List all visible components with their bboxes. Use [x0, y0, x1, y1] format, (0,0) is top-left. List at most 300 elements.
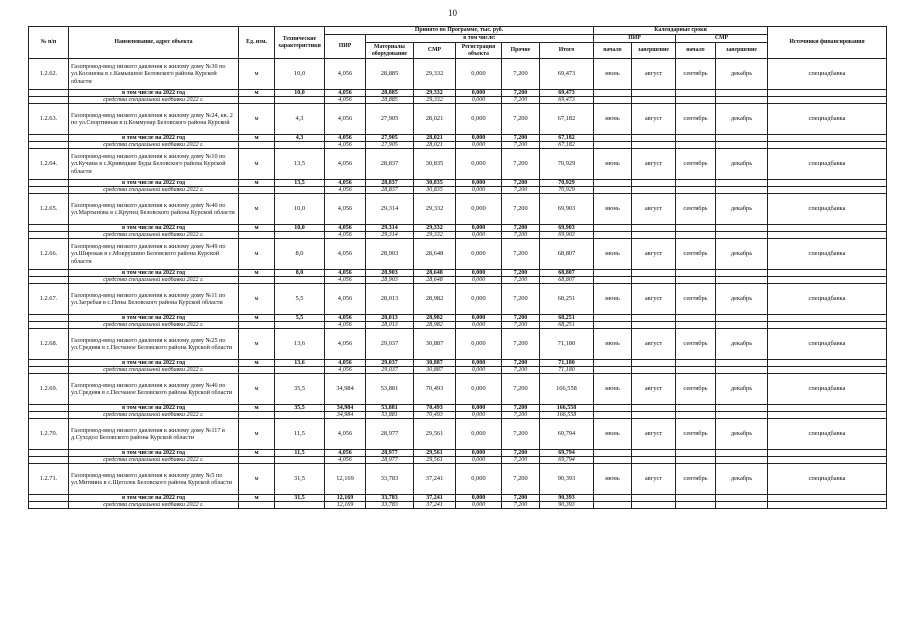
subtotal-materials: 33,783	[366, 495, 414, 502]
allowance-materials: 27,905	[366, 142, 414, 149]
subtotal-pir: 12,169	[325, 495, 366, 502]
pir-end-cell: август	[632, 194, 676, 225]
subtotal-row-2022	[29, 90, 887, 97]
empty-cell	[716, 277, 768, 284]
header-num: № п/п	[29, 27, 69, 59]
header-smr: СМР	[414, 43, 456, 59]
pir-cell: 4,056	[325, 239, 366, 270]
subtotal-label: в том числе на 2022 год	[69, 450, 239, 457]
subtotal-unit: м	[239, 315, 275, 322]
pir-cell: 4,056	[325, 329, 366, 360]
empty-cell	[676, 277, 716, 284]
subtotal-total: 68,807	[540, 270, 594, 277]
object-name: Газопровод-ввод низкого давления к жилому дому №46 по ул.Средняя в с.Песчаное Беловского района Курской области	[69, 374, 239, 405]
subtotal-pir: 4,056	[325, 90, 366, 97]
total-cell: 68,251	[540, 284, 594, 315]
allowance-other: 7,200	[502, 97, 540, 104]
pir-cell: 4,056	[325, 419, 366, 450]
registration-cell: 0,000	[456, 329, 502, 360]
row-number: 1.2.70.	[29, 419, 69, 450]
subtotal-other: 7,200	[502, 360, 540, 367]
empty-cell	[275, 412, 325, 419]
subtotal-smr: 29,332	[414, 225, 456, 232]
total-cell: 71,180	[540, 329, 594, 360]
pir-start-cell: июнь	[594, 419, 632, 450]
empty-cell	[594, 180, 632, 187]
subtotal-label: в том числе на 2022 год	[69, 135, 239, 142]
empty-cell	[594, 315, 632, 322]
other-cell: 7,200	[502, 464, 540, 495]
smr-end-cell: декабрь	[716, 194, 768, 225]
subtotal-registration: 0,000	[456, 495, 502, 502]
empty-cell	[676, 405, 716, 412]
row-number: 1.2.64.	[29, 149, 69, 180]
pir-end-cell: август	[632, 284, 676, 315]
pir-start-cell: июнь	[594, 104, 632, 135]
empty-cell	[768, 270, 887, 277]
allowance-registration: 0,000	[456, 502, 502, 509]
empty-cell	[594, 135, 632, 142]
empty-cell	[29, 457, 69, 464]
empty-cell	[29, 412, 69, 419]
allowance-total: 71,180	[540, 367, 594, 374]
empty-cell	[716, 225, 768, 232]
empty-cell	[275, 367, 325, 374]
empty-cell	[676, 187, 716, 194]
special-allowance-row	[29, 142, 887, 149]
empty-cell	[632, 412, 676, 419]
empty-cell	[29, 135, 69, 142]
empty-cell	[632, 405, 676, 412]
empty-cell	[594, 187, 632, 194]
pir-cell: 4,056	[325, 284, 366, 315]
row-number: 1.2.62.	[29, 59, 69, 90]
tech-cell: 13,5	[275, 149, 325, 180]
empty-cell	[716, 180, 768, 187]
allowance-smr: 30,887	[414, 367, 456, 374]
subtotal-smr: 28,021	[414, 135, 456, 142]
subtotal-unit: м	[239, 360, 275, 367]
empty-cell	[768, 367, 887, 374]
header-registration: Регистрация объекта	[456, 43, 502, 59]
empty-cell	[594, 232, 632, 239]
subtotal-total: 69,903	[540, 225, 594, 232]
subtotal-unit: м	[239, 405, 275, 412]
subtotal-label: в том числе на 2022 год	[69, 405, 239, 412]
empty-cell	[716, 315, 768, 322]
empty-cell	[716, 135, 768, 142]
empty-cell	[716, 97, 768, 104]
other-cell: 7,200	[502, 59, 540, 90]
unit-cell: м	[239, 419, 275, 450]
smr-cell: 29,332	[414, 194, 456, 225]
subtotal-registration: 0,000	[456, 135, 502, 142]
total-cell: 166,558	[540, 374, 594, 405]
row-number: 1.2.63.	[29, 104, 69, 135]
header-smr-start: начало	[676, 43, 716, 59]
funding-cell: спецнадбавка	[768, 284, 887, 315]
subtotal-tech: 31,5	[275, 495, 325, 502]
subtotal-pir: 4,056	[325, 450, 366, 457]
smr-end-cell: декабрь	[716, 464, 768, 495]
empty-cell	[632, 270, 676, 277]
empty-cell	[676, 315, 716, 322]
special-allowance-label: средства специальной надбавки 2022 г.	[69, 187, 239, 194]
subtotal-label: в том числе на 2022 год	[69, 90, 239, 97]
header-calendar: Календарные сроки	[594, 27, 768, 35]
allowance-registration: 0,000	[456, 457, 502, 464]
empty-cell	[676, 495, 716, 502]
empty-cell	[632, 97, 676, 104]
allowance-other: 7,200	[502, 187, 540, 194]
subtotal-materials: 28,885	[366, 90, 414, 97]
smr-cell: 28,982	[414, 284, 456, 315]
empty-cell	[676, 135, 716, 142]
object-name: Газопровод-ввод низкого давления к жилому дому №5 по ул.Митяина в с.Щеголек Беловского района Курской области	[69, 464, 239, 495]
subtotal-registration: 0,000	[456, 315, 502, 322]
total-cell: 69,473	[540, 59, 594, 90]
empty-cell	[29, 90, 69, 97]
tech-cell: 13,6	[275, 329, 325, 360]
special-allowance-row	[29, 502, 887, 509]
object-name: Газопровод-ввод низкого давления к жилому дому №117 в д.Суходол Беловского района Курской области	[69, 419, 239, 450]
funding-cell: спецнадбавка	[768, 59, 887, 90]
empty-cell	[275, 277, 325, 284]
table-row	[29, 149, 887, 180]
subtotal-registration: 0,000	[456, 225, 502, 232]
allowance-materials: 33,783	[366, 502, 414, 509]
subtotal-total: 70,929	[540, 180, 594, 187]
header-pir: ПИР	[325, 35, 366, 59]
header-total: Итого	[540, 43, 594, 59]
special-allowance-label: средства специальной надбавки 2022 г.	[69, 277, 239, 284]
empty-cell	[29, 405, 69, 412]
subtotal-smr: 37,241	[414, 495, 456, 502]
smr-start-cell: сентябрь	[676, 59, 716, 90]
header-including: в том числе:	[366, 35, 594, 43]
empty-cell	[768, 277, 887, 284]
funding-cell: спецнадбавка	[768, 374, 887, 405]
total-cell: 67,182	[540, 104, 594, 135]
materials-cell: 28,903	[366, 239, 414, 270]
empty-cell	[716, 322, 768, 329]
allowance-materials: 28,977	[366, 457, 414, 464]
empty-cell	[768, 232, 887, 239]
empty-cell	[716, 367, 768, 374]
empty-cell	[29, 360, 69, 367]
pir-start-cell: июнь	[594, 194, 632, 225]
allowance-pir: 12,169	[325, 502, 366, 509]
subtotal-pir: 4,056	[325, 315, 366, 322]
empty-cell	[716, 232, 768, 239]
subtotal-materials: 28,977	[366, 450, 414, 457]
pir-end-cell: август	[632, 104, 676, 135]
pir-start-cell: июнь	[594, 329, 632, 360]
registration-cell: 0,000	[456, 149, 502, 180]
empty-cell	[29, 232, 69, 239]
allowance-smr: 30,835	[414, 187, 456, 194]
header-cal-pir: ПИР	[594, 35, 676, 43]
subtotal-registration: 0,000	[456, 405, 502, 412]
subtotal-smr: 70,493	[414, 405, 456, 412]
special-allowance-row	[29, 187, 887, 194]
allowance-registration: 0,000	[456, 97, 502, 104]
special-allowance-label: средства специальной надбавки 2022 г.	[69, 232, 239, 239]
funding-cell: спецнадбавка	[768, 464, 887, 495]
empty-cell	[768, 90, 887, 97]
allowance-registration: 0,000	[456, 142, 502, 149]
subtotal-smr: 30,887	[414, 360, 456, 367]
row-number: 1.2.65.	[29, 194, 69, 225]
tech-cell: 10,0	[275, 59, 325, 90]
empty-cell	[676, 457, 716, 464]
object-name: Газопровод-ввод низкого давления к жилому дому №25 по ул.Средняя в с.Песчаное Беловского района Курской области	[69, 329, 239, 360]
subtotal-smr: 28,982	[414, 315, 456, 322]
total-cell: 69,903	[540, 194, 594, 225]
special-allowance-label: средства специальной надбавки 2022 г.	[69, 412, 239, 419]
subtotal-total: 69,473	[540, 90, 594, 97]
empty-cell	[716, 412, 768, 419]
allowance-other: 7,200	[502, 142, 540, 149]
allowance-materials: 28,903	[366, 277, 414, 284]
empty-cell	[676, 232, 716, 239]
subtotal-other: 7,200	[502, 495, 540, 502]
smr-cell: 30,835	[414, 149, 456, 180]
empty-cell	[29, 322, 69, 329]
empty-cell	[768, 315, 887, 322]
empty-cell	[676, 412, 716, 419]
pir-start-cell: июнь	[594, 239, 632, 270]
subtotal-other: 7,200	[502, 450, 540, 457]
allowance-pir: 4,056	[325, 232, 366, 239]
empty-cell	[768, 97, 887, 104]
empty-cell	[768, 142, 887, 149]
other-cell: 7,200	[502, 239, 540, 270]
empty-cell	[632, 225, 676, 232]
smr-start-cell: сентябрь	[676, 104, 716, 135]
header-pir-end: завершение	[632, 43, 676, 59]
special-allowance-row	[29, 457, 887, 464]
subtotal-tech: 5,5	[275, 315, 325, 322]
header-accepted: Принято по Программе, тыс. руб.	[325, 27, 594, 35]
empty-cell	[768, 225, 887, 232]
other-cell: 7,200	[502, 419, 540, 450]
allowance-registration: 0,000	[456, 187, 502, 194]
allowance-registration: 0,000	[456, 322, 502, 329]
other-cell: 7,200	[502, 194, 540, 225]
empty-cell	[676, 322, 716, 329]
allowance-smr: 29,332	[414, 232, 456, 239]
empty-cell	[676, 270, 716, 277]
empty-cell	[29, 142, 69, 149]
pir-cell: 4,056	[325, 59, 366, 90]
subtotal-materials: 27,905	[366, 135, 414, 142]
allowance-registration: 0,000	[456, 367, 502, 374]
smr-cell: 28,021	[414, 104, 456, 135]
tech-cell: 5,5	[275, 284, 325, 315]
subtotal-registration: 0,000	[456, 270, 502, 277]
empty-cell	[632, 232, 676, 239]
empty-cell	[716, 502, 768, 509]
object-name: Газопровод-ввод низкого давления к жилому дому №49 по ул.Широкая в с.Мокрушино Беловского района Курской области	[69, 239, 239, 270]
empty-cell	[594, 270, 632, 277]
empty-cell	[676, 450, 716, 457]
subtotal-row-2022	[29, 495, 887, 502]
allowance-other: 7,200	[502, 412, 540, 419]
subtotal-materials: 28,837	[366, 180, 414, 187]
total-cell: 70,929	[540, 149, 594, 180]
empty-cell	[29, 315, 69, 322]
empty-cell	[239, 367, 275, 374]
subtotal-tech: 35,5	[275, 405, 325, 412]
subtotal-pir: 34,984	[325, 405, 366, 412]
pir-cell: 34,984	[325, 374, 366, 405]
smr-start-cell: сентябрь	[676, 149, 716, 180]
table-row	[29, 419, 887, 450]
empty-cell	[768, 322, 887, 329]
subtotal-label: в том числе на 2022 год	[69, 225, 239, 232]
empty-cell	[29, 97, 69, 104]
smr-end-cell: декабрь	[716, 59, 768, 90]
registration-cell: 0,000	[456, 194, 502, 225]
allowance-other: 7,200	[502, 502, 540, 509]
smr-cell: 28,648	[414, 239, 456, 270]
empty-cell	[594, 90, 632, 97]
subtotal-tech: 10,0	[275, 225, 325, 232]
empty-cell	[594, 322, 632, 329]
empty-cell	[239, 232, 275, 239]
smr-end-cell: декабрь	[716, 374, 768, 405]
materials-cell: 53,881	[366, 374, 414, 405]
empty-cell	[632, 502, 676, 509]
empty-cell	[594, 142, 632, 149]
subtotal-label: в том числе на 2022 год	[69, 270, 239, 277]
empty-cell	[239, 277, 275, 284]
empty-cell	[716, 457, 768, 464]
funding-cell: спецнадбавка	[768, 329, 887, 360]
smr-cell: 70,493	[414, 374, 456, 405]
empty-cell	[676, 225, 716, 232]
header-other: Прочие	[502, 43, 540, 59]
pir-end-cell: август	[632, 149, 676, 180]
allowance-registration: 0,000	[456, 277, 502, 284]
subtotal-other: 7,200	[502, 135, 540, 142]
unit-cell: м	[239, 374, 275, 405]
pir-start-cell: июнь	[594, 149, 632, 180]
empty-cell	[716, 450, 768, 457]
allowance-total: 67,182	[540, 142, 594, 149]
header-tech: Технические характеристики	[275, 27, 325, 59]
empty-cell	[768, 135, 887, 142]
empty-cell	[594, 412, 632, 419]
empty-cell	[594, 97, 632, 104]
empty-cell	[275, 457, 325, 464]
empty-cell	[768, 405, 887, 412]
subtotal-tech: 13,6	[275, 360, 325, 367]
allowance-other: 7,200	[502, 457, 540, 464]
empty-cell	[594, 360, 632, 367]
empty-cell	[29, 277, 69, 284]
subtotal-unit: м	[239, 450, 275, 457]
subtotal-smr: 29,561	[414, 450, 456, 457]
empty-cell	[275, 502, 325, 509]
subtotal-other: 7,200	[502, 180, 540, 187]
row-number: 1.2.66.	[29, 239, 69, 270]
other-cell: 7,200	[502, 284, 540, 315]
pir-cell: 4,056	[325, 149, 366, 180]
empty-cell	[29, 450, 69, 457]
allowance-smr: 29,332	[414, 97, 456, 104]
allowance-total: 69,794	[540, 457, 594, 464]
unit-cell: м	[239, 284, 275, 315]
empty-cell	[716, 90, 768, 97]
materials-cell: 28,013	[366, 284, 414, 315]
allowance-registration: 0,000	[456, 232, 502, 239]
subtotal-registration: 0,000	[456, 450, 502, 457]
materials-cell: 28,885	[366, 59, 414, 90]
allowance-materials: 53,881	[366, 412, 414, 419]
header-materials: Материалы оборудование	[366, 43, 414, 59]
pir-start-cell: июнь	[594, 284, 632, 315]
allowance-registration: 0,000	[456, 412, 502, 419]
subtotal-registration: 0,000	[456, 90, 502, 97]
empty-cell	[768, 502, 887, 509]
allowance-total: 70,929	[540, 187, 594, 194]
smr-start-cell: сентябрь	[676, 374, 716, 405]
subtotal-tech: 10,0	[275, 90, 325, 97]
empty-cell	[632, 450, 676, 457]
empty-cell	[29, 270, 69, 277]
empty-cell	[716, 187, 768, 194]
empty-cell	[716, 360, 768, 367]
allowance-pir: 4,056	[325, 277, 366, 284]
empty-cell	[29, 225, 69, 232]
empty-cell	[594, 457, 632, 464]
subtotal-row-2022	[29, 225, 887, 232]
empty-cell	[632, 180, 676, 187]
subtotal-pir: 4,056	[325, 225, 366, 232]
row-number: 1.2.71.	[29, 464, 69, 495]
subtotal-pir: 4,056	[325, 360, 366, 367]
empty-cell	[676, 360, 716, 367]
funding-cell: спецнадбавка	[768, 104, 887, 135]
unit-cell: м	[239, 149, 275, 180]
empty-cell	[716, 270, 768, 277]
smr-start-cell: сентябрь	[676, 194, 716, 225]
subtotal-pir: 4,056	[325, 180, 366, 187]
registration-cell: 0,000	[456, 104, 502, 135]
other-cell: 7,200	[502, 374, 540, 405]
registration-cell: 0,000	[456, 59, 502, 90]
empty-cell	[239, 412, 275, 419]
subtotal-unit: м	[239, 270, 275, 277]
empty-cell	[594, 277, 632, 284]
smr-end-cell: декабрь	[716, 284, 768, 315]
subtotal-smr: 30,835	[414, 180, 456, 187]
subtotal-label: в том числе на 2022 год	[69, 495, 239, 502]
pir-cell: 4,056	[325, 104, 366, 135]
empty-cell	[239, 502, 275, 509]
unit-cell: м	[239, 104, 275, 135]
empty-cell	[716, 495, 768, 502]
smr-end-cell: декабрь	[716, 329, 768, 360]
empty-cell	[768, 360, 887, 367]
allowance-pir: 34,984	[325, 412, 366, 419]
tech-cell: 35,5	[275, 374, 325, 405]
object-name: Газопровод-ввод низкого давления к жилому дому №30 по ул.Косинова в с.Камышное Беловского района Курской области	[69, 59, 239, 90]
empty-cell	[768, 450, 887, 457]
empty-cell	[768, 495, 887, 502]
